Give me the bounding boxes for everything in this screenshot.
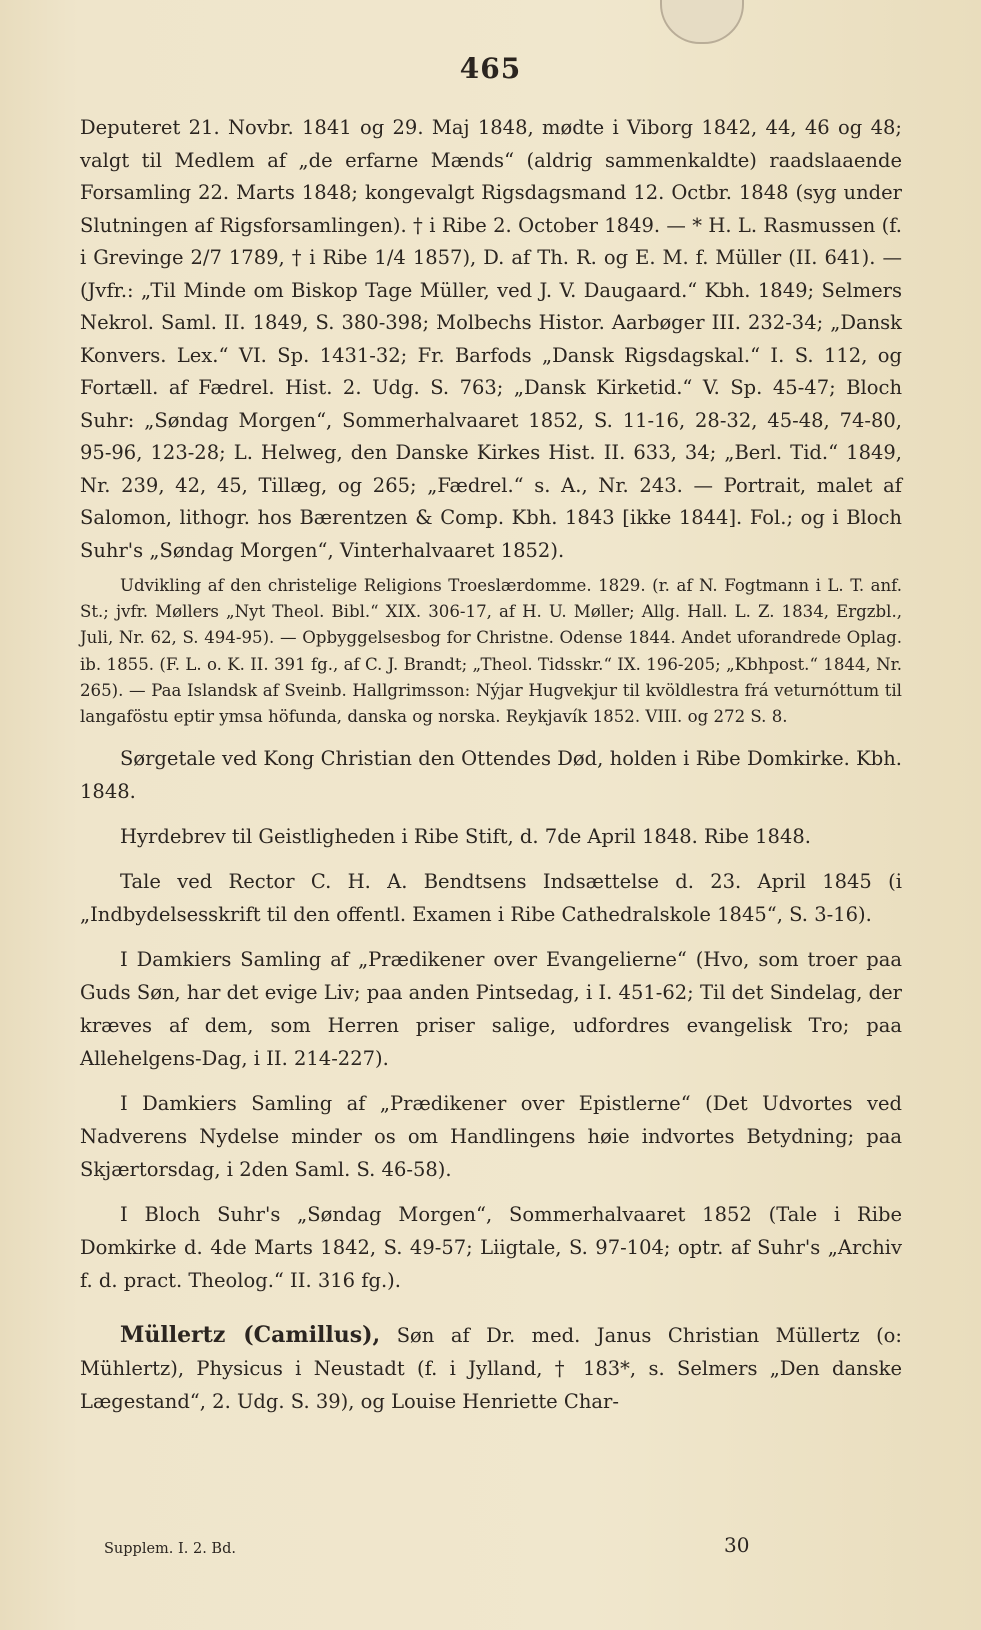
entry-bloch-suhr: I Bloch Suhr's „Søndag Morgen“, Sommerhalvaaret 1852 (Tale i Ribe Domkirke d. 4de Marts 1842, S. 49-57; Liigtale, S. 97-104; optr. af Suhr's „Archiv f. d. pract. Theolog.“ II. 316 fg.). [80,1203,902,1293]
entry-damkier-epistlerne: I Damkiers Samling af „Prædikener over Epistlerne“ (Det Udvortes ved Nadverens Nydelse minder os om Handlingens høie indvortes Betydning; paa Skjærtorsdag, i 2den Saml. S. 46-58). [80,1092,902,1182]
entry-tale-rector: Tale ved Rector C. H. A. Bendtsens Indsættelse d. 23. April 1845 (i „Indbydelsesskrift til den offentl. Examen i Ribe Cathedralskole 1845“, S. 3-16). [80,870,902,927]
entry-hyrdebrev: Hyrdebrev til Geistligheden i Ribe Stift, d. 7de April 1848. Ribe 1848. [120,825,811,849]
entry-name-mullertz: Müllertz (Camillus), [120,1322,381,1349]
page-number: 465 [459,52,522,85]
footer-signature: Supplem. I. 2. Bd. [104,1541,236,1557]
heading-entry-mullertz [80,1319,902,1418]
entry-udvikling: Udvikling af den christelige Religions Troeslærdomme. 1829. (r. af N. Fogtmann i L. T. anf. St.; jvfr. Møllers „Nyt Theol. Bibl.“ XIX. 306-17, af H. U. Møller; Allg. Hall. L. Z. 1834, Ergzbl., Juli, Nr. 62, S. 494-95). — Opbyggelsesbog for Christne. Odense 1844. Andet uforandrede Oplag. ib. 1855. (F. L. o. K. II. 391 fg., af C. J. Brandt; „Theol. Tidsskr.“ IX. 196-205; „Kbhpost.“ 1844, Nr. 265). — Paa Islandsk af Sveinb. Hallgrimsson: Nýjar Hugvekjur til kvöldlestra frá veturnóttum til langaföstu eptir ymsa höfunda, danska og norska. Reykjavík 1852. VIII. og 272 S. 8. [80,576,902,727]
footer-sheet-number: 30 [724,1533,750,1557]
paragraph-tage-muller-bio: Deputeret 21. Novbr. 1841 og 29. Maj 1848, mødte i Viborg 1842, 44, 46 og 48; valgt til Medlem af „de erfarne Mænds“ (aldrig sammenkaldte) raadslaaende Forsamling 22. Marts 1848; kongevalgt Rigsdagsmand 12. Octbr. 1848 (syg under Slutningen af Rigsforsamlingen). † i Ribe 2. October 1849. — * H. L. Rasmussen (f. i Grevinge 2/7 1789, † i Ribe 1/4 1857), D. af Th. R. og E. M. f. Müller (II. 641). — (Jvfr.: „Til Minde om Biskop Tage Müller, ved J. V. Daugaard.“ Kbh. 1849; Selmers Nekrol. Saml. II. 1849, S. 380-398; Molbechs Histor. Aarbøger III. 232-34; „Dansk Konvers. Lex.“ VI. Sp. 1431-32; Fr. Barfods „Dansk Rigsdagskal.“ I. S. 112, og Fortæll. af Fædrel. Hist. 2. Udg. S. 763; „Dansk Kirketid.“ V. Sp. 45-47; Bloch Suhr: „Søndag Morgen“, Sommerhalvaaret 1852, S. 11-16, 28-32, 45-48, 74-80, 95-96, 123-28; L. Helweg, den Danske Kirkes Hist. II. 633, 34; „Berl. Tid.“ 1849, Nr. 239, 42, 45, Tillæg, og 265; „Fædrel.“ s. A., Nr. 243. — Portrait, malet af Salomon, lithogr. hos Bærentzen & Comp. Kbh. 1843 [ikke 1844]. Fol.; og i Bloch Suhr's „Søndag Morgen“, Vinterhalvaaret 1852). [80,116,902,562]
entry-sorgetale: Sørgetale ved Kong Christian den Ottendes Død, holden i Ribe Domkirke. Kbh. 1848. [80,747,902,804]
entry-text-mullertz: Søn af Dr. med. Janus Christian Müllertz (o: Mühlertz), Physicus i Neustadt (f. i Jylland, † 183*, s. Selmers „Den danske Lægestand“, 2. Udg. S. 39), og Louise Henriette Char- [80,1324,902,1414]
text-block [80,112,902,1418]
entry-damkier-evangelierne: I Damkiers Samling af „Prædikener over Evangelierne“ (Hvo, som troer paa Guds Søn, har det evige Liv; paa anden Pintsedag, i I. 451-62; Til det Sindelag, der kræves af dem, som Herren priser salige, udfordres evangelisk Tro; paa Allehelgens-Dag, i II. 214-227). [80,948,902,1071]
page-tab-mark [660,0,744,44]
